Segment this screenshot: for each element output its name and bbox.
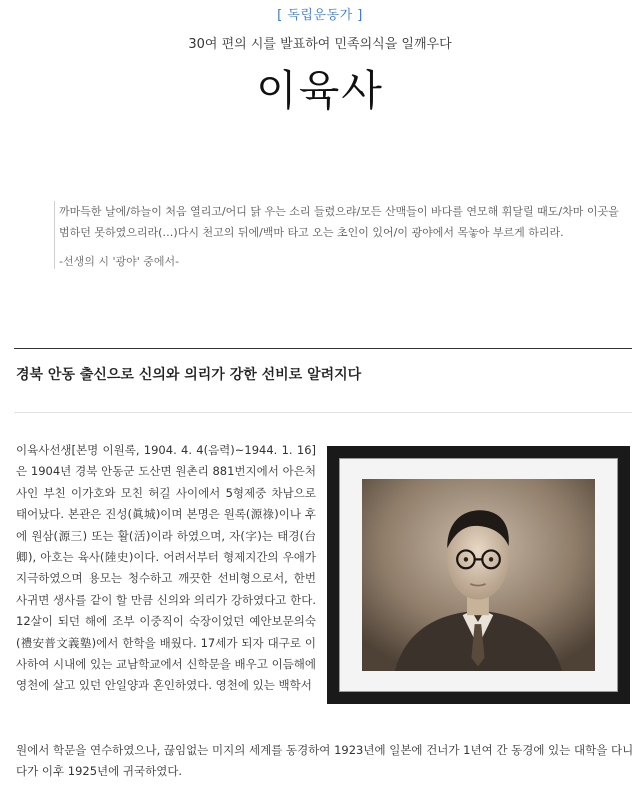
biography-paragraph-continued: 원에서 학문을 연수하였으나, 끊임없는 미지의 세계를 동경하여 1923년에 일본에 건너가 1년여 간 동경에 있는 대학을 다니다가 이후 1925년에 귀국하였다. bbox=[16, 743, 634, 779]
page-subtitle: 30여 편의 시를 발표하여 민족의식을 일깨우다 bbox=[188, 37, 452, 52]
portrait-mat bbox=[339, 458, 618, 692]
portrait-photo bbox=[362, 479, 595, 671]
quote-text: 까마득한 날에/하늘이 처음 열리고/어디 닭 우는 소리 들렸으랴/모든 산맥들이 바다를 연모해 휘달릴 때도/차마 이곳을 범하던 못하였으리라(…)다시 천고의 뒤에/백마 타고 오는 초인이 있어/이 광야에서 목놓아 부르게 하리라. bbox=[59, 205, 619, 239]
section-divider-bottom bbox=[14, 412, 632, 413]
poem-quote bbox=[54, 201, 627, 269]
section-heading: 경북 안동 출신으로 신의와 의리가 강한 선비로 알려지다 bbox=[16, 367, 362, 383]
portrait-frame bbox=[327, 446, 630, 704]
page-title: 이육사 bbox=[256, 66, 384, 115]
biography-paragraph: 이육사선생[본명 이원록, 1904. 4. 4(음력)~1944. 1. 16]은 1904년 경북 안동군 도산면 원촌리 881번지에서 아은처사인 부친 이가호와 모친 허길 사이에서 5형제중 차남으로 태어났다. 본관은 진성(眞城)이며 본명은 원록(源祿)이나 후에 원삼(源三) 또는 활(活)이라 하였으며, 자(字)는 태경(台卿), 아호는 육사(陸史)이다. 어려서부터 형제지간의 우애가 지극하였으며 용모는 청수하고 깨끗한 선비형으로서, 한번 사귀면 생사를 같이 할 만큼 신의와 의리가 강하였다고 한다. 12살이 되던 해에 조부 이중직이 숙장이었던 예안보문의숙(禮安普文義塾)에서 한학을 배웠다. 17세가 되자 대구로 이사하여 시내에 있는 교남학교에서 신학문을 배우고 이듬해에 영천에 살고 있던 안일양과 혼인하였다. 영천에 있는 백학서 bbox=[16, 443, 316, 693]
portrait-icon bbox=[362, 479, 595, 671]
section-divider-top bbox=[14, 348, 632, 349]
category-label: [ 독립운동가 ] bbox=[277, 8, 363, 23]
quote-source: -선생의 시 '광야' 중에서- bbox=[59, 255, 180, 268]
